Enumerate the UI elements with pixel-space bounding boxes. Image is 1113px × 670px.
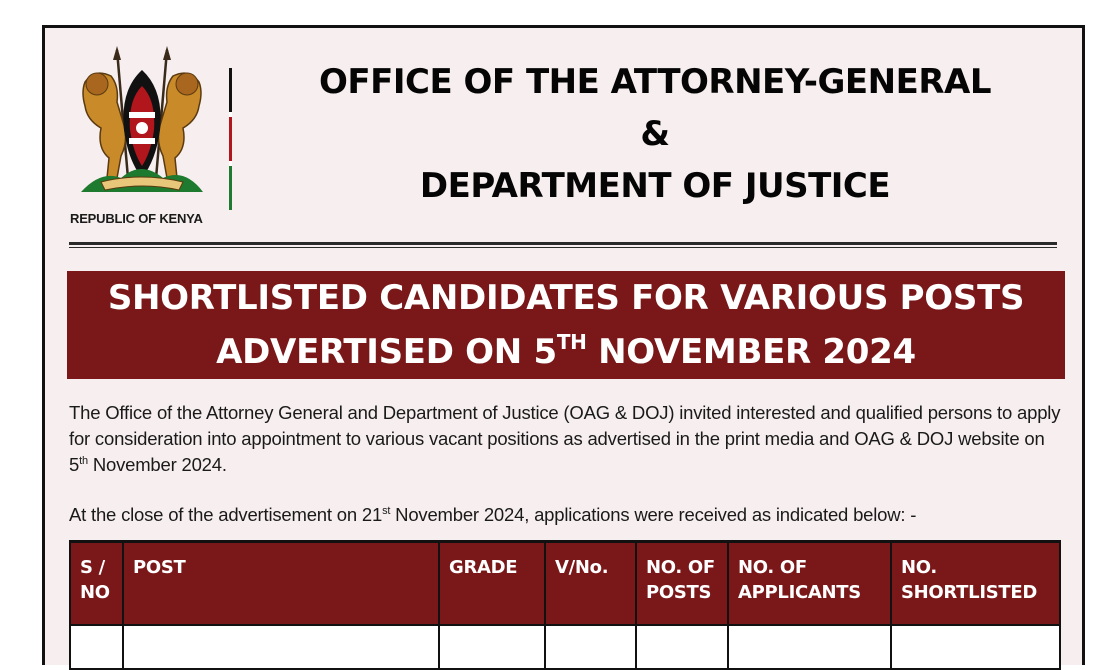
column-header-vacancy-no: V/No. xyxy=(545,542,636,625)
table-cell xyxy=(545,625,636,669)
header-divider-thick xyxy=(69,242,1057,245)
header-divider-thin xyxy=(69,247,1057,248)
flag-color-bar xyxy=(229,68,232,210)
column-header-no-shortlisted: NO. SHORTLISTED xyxy=(891,542,1060,625)
office-title-ampersand: & xyxy=(640,114,670,154)
table-cell xyxy=(728,625,891,669)
column-header-post: POST xyxy=(123,542,439,625)
kenya-coat-of-arms-icon xyxy=(67,42,217,202)
table-cell xyxy=(70,625,123,669)
table-cell xyxy=(636,625,728,669)
column-header-no-of-posts: NO. OF POSTS xyxy=(636,542,728,625)
table-cell xyxy=(891,625,1060,669)
shortlist-banner xyxy=(67,271,1065,379)
office-title-line-1: OFFICE OF THE ATTORNEY-GENERAL xyxy=(318,62,991,102)
column-header-grade: GRADE xyxy=(439,542,545,625)
table-cell xyxy=(439,625,545,669)
banner-line-1: SHORTLISTED CANDIDATES FOR VARIOUS POSTS xyxy=(107,278,1025,318)
document-page xyxy=(42,25,1085,665)
table-cell xyxy=(123,625,439,669)
crest-caption: REPUBLIC OF KENYA xyxy=(70,211,203,226)
office-title-line-3: DEPARTMENT OF JUSTICE xyxy=(419,166,891,206)
applications-table xyxy=(69,540,1061,670)
closing-paragraph: At the close of the advertisement on 21st November 2024, applications were received as indicated below: - xyxy=(69,504,917,525)
office-title xyxy=(275,56,1035,212)
column-header-no-of-applicants: NO. OF APPLICANTS xyxy=(728,542,891,625)
table-header-row xyxy=(70,542,1060,625)
column-header-sno: S / NO xyxy=(70,542,123,625)
table-row xyxy=(70,625,1060,669)
banner-line-2: ADVERTISED ON 5TH NOVEMBER 2024 xyxy=(216,330,916,372)
intro-paragraph: The Office of the Attorney General and Department of Justice (OAG & DOJ) invited interested and qualified persons to apply for consideration into appointment to various vacant positions as advertised in the print media and OAG & DOJ website on 5th November 2024. xyxy=(69,402,1061,475)
